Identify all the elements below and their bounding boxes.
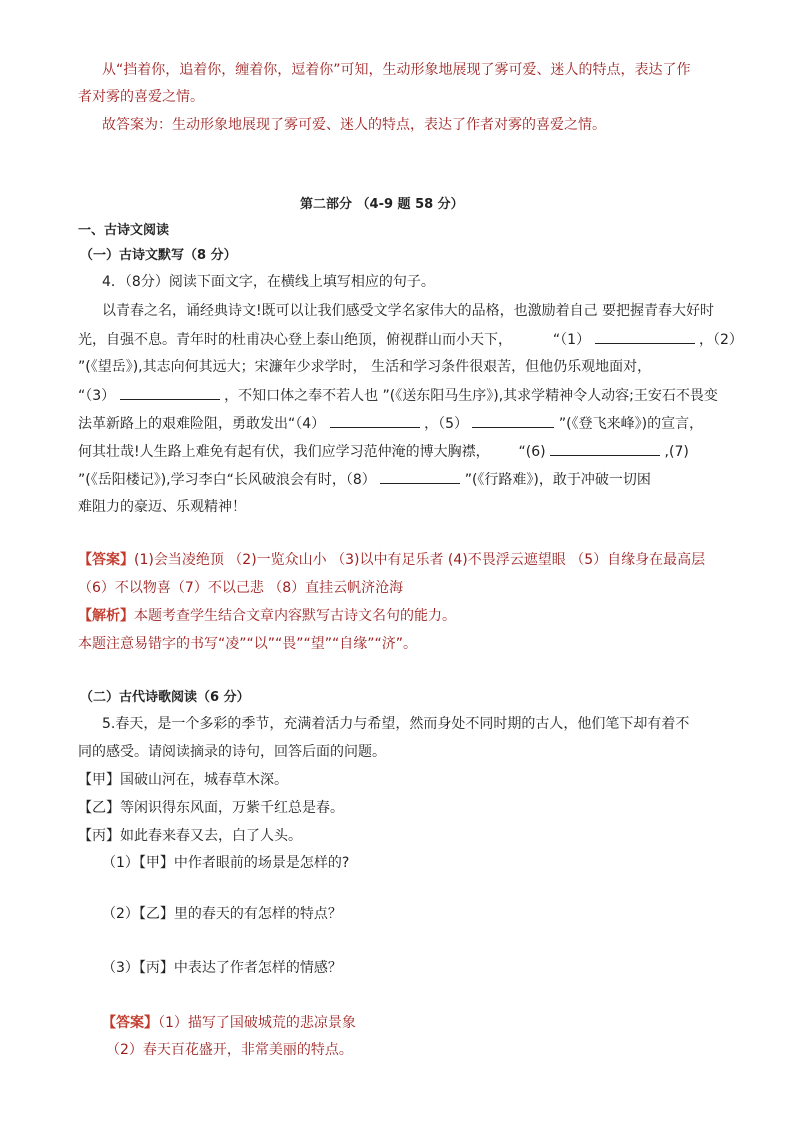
passage-line [78,329,743,350]
sub-question: （1）【甲】中作者眼前的场景是怎样的? [102,855,350,871]
subsection-title: （二）古代诗歌阅读（6 分） [80,690,250,705]
passage-text: ，不知口体之奉不若人也 ”(《送东阳马生序》),其求学精神令人动容;王安石不畏变 [224,388,718,404]
question-stem: 同的感受。请阅读摘录的诗句，回答后面的问题。 [78,744,386,760]
poem-line-bing: 【丙】如此春来春又去，白了人头。 [78,828,302,844]
passage-text: “（3） [78,388,116,404]
answer-paragraph-line: 从“挡着你，追着你，缠着你，逗着你”可知，生动形象地展现了雾可爱、迷人的特点，表达了作 [102,62,691,78]
passage-line [78,413,703,434]
subsection-title: （一）古诗文默写（8 分） [80,248,237,263]
answer-line: （6）不以物喜（7）不以己悲 （8）直挂云帆济沧海 [78,580,404,596]
passage-text: ”(《岳阳楼记》),学习李白“长风破浪会有时，（8） [78,472,376,488]
passage-text: 光，自强不息。青年时的杜甫决心登上泰山绝顶，俯视群山而小天下， [78,332,512,348]
passage-line: 难阻力的豪迈、乐观精神！ [78,499,246,515]
answer-line [78,550,705,570]
passage-text: ,(7) [664,444,689,460]
part-title: 第二部分 （4-9 题 58 分） [300,197,464,212]
passage-text: ，（2） [698,332,743,348]
answer-line: （2）春天百花盛开，非常美丽的特点。 [106,1042,353,1058]
fill-blank[interactable] [120,385,220,400]
passage-line [78,441,689,462]
passage-line: 以青春之名，诵经典诗文!既可以让我们感受文学名家伟大的品格，也激励着自己 要把握青春大好时 [102,303,715,319]
analysis-tag: 【解析】 [78,608,134,624]
passage-line: ”(《望岳》),其志向何其远大；宋濂年少求学时， 生活和学习条件很艰苦，但他仍乐观地面对， [78,359,652,375]
sub-question: （3）【丙】中表达了作者怎样的情感？ [102,960,342,976]
analysis-text: 本题考查学生结合文章内容默写古诗文名句的能力。 [134,608,456,624]
passage-text: “（1） [552,332,591,348]
answer-text: （1）描写了国破城荒的悲凉景象 [158,1015,356,1031]
fill-blank[interactable] [380,469,460,484]
passage-text: ，（5） [424,416,468,432]
fill-blank[interactable] [595,329,695,344]
passage-text: ”(《行路难》)，敢于冲破一切困 [464,472,651,488]
passage-text: “(6) [518,444,546,460]
fill-blank[interactable] [472,413,554,428]
poem-line-yi: 【乙】等闲识得东风面，万紫千红总是春。 [78,800,344,816]
analysis-note: 本题注意易错字的书写“凌”“以”“畏”“望”“自缘”“济”。 [78,636,418,652]
answer-line [102,1013,356,1033]
answer-tag: 【答案】 [102,1015,158,1031]
sub-question: （2）【乙】里的春天的有怎样的特点？ [102,906,342,922]
answer-text: (1)会当凌绝顶 （2)一览众山小 （3)以中有足乐者 (4)不畏浮云遮望眼 （5）自缘身在最高层 [134,552,706,568]
passage-text: ”(《登飞来峰》)的宣言， [558,416,704,432]
passage-line [78,469,651,490]
poem-line-jia: 【甲】国破山河在，城春草木深。 [78,772,288,788]
fill-blank[interactable] [550,441,660,456]
passage-text: 何其壮哉!人生路上难免有起有伏，我们应学习范仲淹的博大胸襟， [78,444,490,460]
answer-conclusion: 故答案为：生动形象地展现了雾可爱、迷人的特点，表达了作者对雾的喜爱之情。 [102,117,606,133]
answer-tag: 【答案】 [78,552,134,568]
section-title: 一、古诗文阅读 [78,223,170,238]
passage-line [78,385,718,406]
question-stem: 4．（8分）阅读下面文字，在横线上填写相应的句子。 [102,274,435,290]
passage-text: 法革新路上的艰难险阻，勇敢发出“（4） [78,416,326,432]
analysis-line [78,606,456,626]
fill-blank[interactable] [330,413,420,428]
answer-paragraph-line: 者对雾的喜爱之情。 [78,89,204,105]
question-stem: 5.春天，是一个多彩的季节，充满着活力与希望，然而身处不同时期的古人，他们笔下却有着不 [102,716,690,732]
